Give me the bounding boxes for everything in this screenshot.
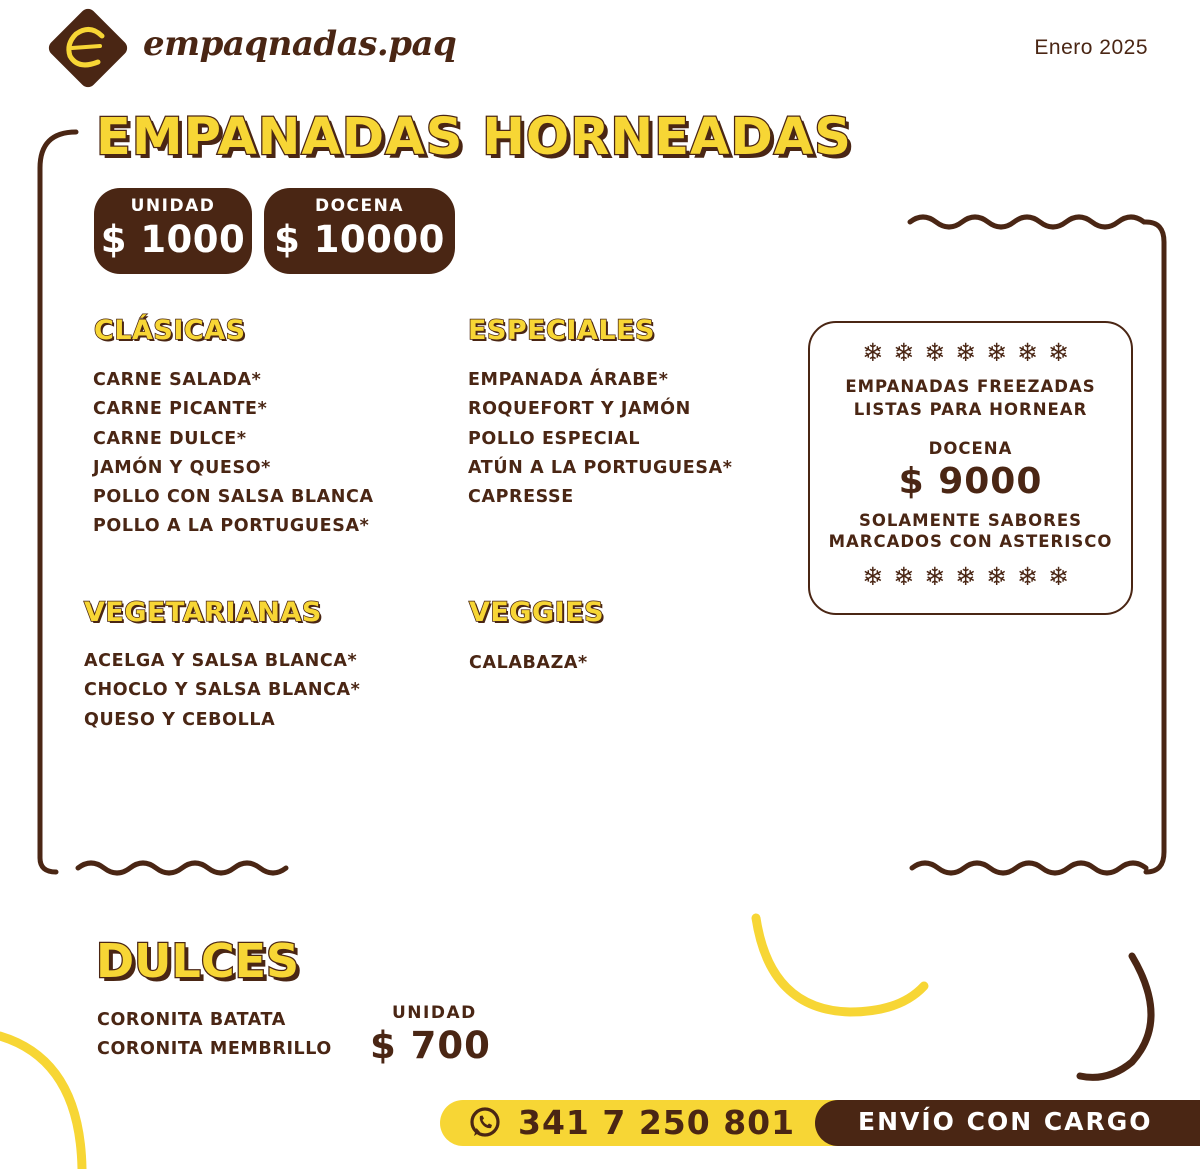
list-item: CALABAZA* [469,653,588,673]
logo-mark-icon [40,0,136,96]
dulces-unit-price: $ 700 [370,1024,491,1067]
list-item: POLLO CON SALSA BLANCA [93,487,374,508]
dozen-price-box [264,188,455,274]
dozen-price-label: DOCENA [314,196,405,216]
snowflake-icon: ❄❄❄❄❄❄❄ [862,338,1079,367]
section-title-dulces: DULCES [96,934,300,988]
frozen-line-1: EMPANADAS FREEZADAS [845,377,1096,396]
list-item: CARNE DULCE* [93,428,247,449]
list-item: CORONITA BATATA [97,1010,286,1030]
list-item: ACELGA Y SALSA BLANCA* [84,651,358,671]
shipping-text: ENVÍO CON CARGO [858,1107,1153,1136]
menu-date: Enero 2025 [1034,36,1148,59]
frozen-dozen-label: DOCENA [928,439,1013,458]
dozen-price-value: $ 10000 [274,218,445,261]
list-clasicas [93,366,374,542]
list-dulces [97,1006,332,1065]
section-title-especiales: ESPECIALES [468,315,655,346]
unit-price-box [94,188,252,274]
list-item: POLLO A LA PORTUGUESA* [93,516,370,537]
section-title-veggies: VEGGIES [469,597,605,628]
list-vegetarianas [84,647,360,735]
dulces-unit-label: UNIDAD [392,1003,477,1023]
frozen-note-1: SOLAMENTE SABORES [858,511,1083,530]
page-title: EMPANADAS HORNEADAS [96,108,853,167]
brand-name: empaqnadas.paq [143,24,457,64]
snowflake-icon: ❄❄❄❄❄❄❄ [862,562,1079,591]
list-item: CHOCLO Y SALSA BLANCA* [84,680,361,701]
list-item: CAPRESSE [468,487,574,508]
list-item: POLLO ESPECIAL [468,428,641,449]
list-item: JAMÓN Y QUESO* [93,457,271,478]
section-title-clasicas: CLÁSICAS [94,315,246,346]
section-title-vegetarianas: VEGETARIANAS [84,597,322,628]
list-item: CARNE SALADA* [93,370,262,390]
list-item: ATÚN A LA PORTUGUESA* [468,457,733,478]
list-item: ROQUEFORT Y JAMÓN [468,399,691,420]
frozen-note-2: MARCADOS CON ASTERISCO [828,532,1113,551]
list-item: CORONITA MEMBRILLO [97,1039,332,1060]
frozen-line-2: LISTAS PARA HORNEAR [853,400,1088,419]
whatsapp-icon [468,1106,502,1140]
frozen-dozen-price: $ 9000 [898,461,1043,502]
unit-price-label: UNIDAD [130,196,216,216]
phone-number[interactable]: 341 7 250 801 [518,1103,796,1142]
unit-price-value: $ 1000 [100,218,246,261]
list-item: EMPANADA ÁRABE* [468,370,669,390]
list-especiales [468,366,732,512]
list-item: QUESO Y CEBOLLA [84,709,276,730]
list-item: CARNE PICANTE* [93,399,268,420]
frozen-offer-box [808,321,1133,615]
list-veggies [469,649,588,678]
